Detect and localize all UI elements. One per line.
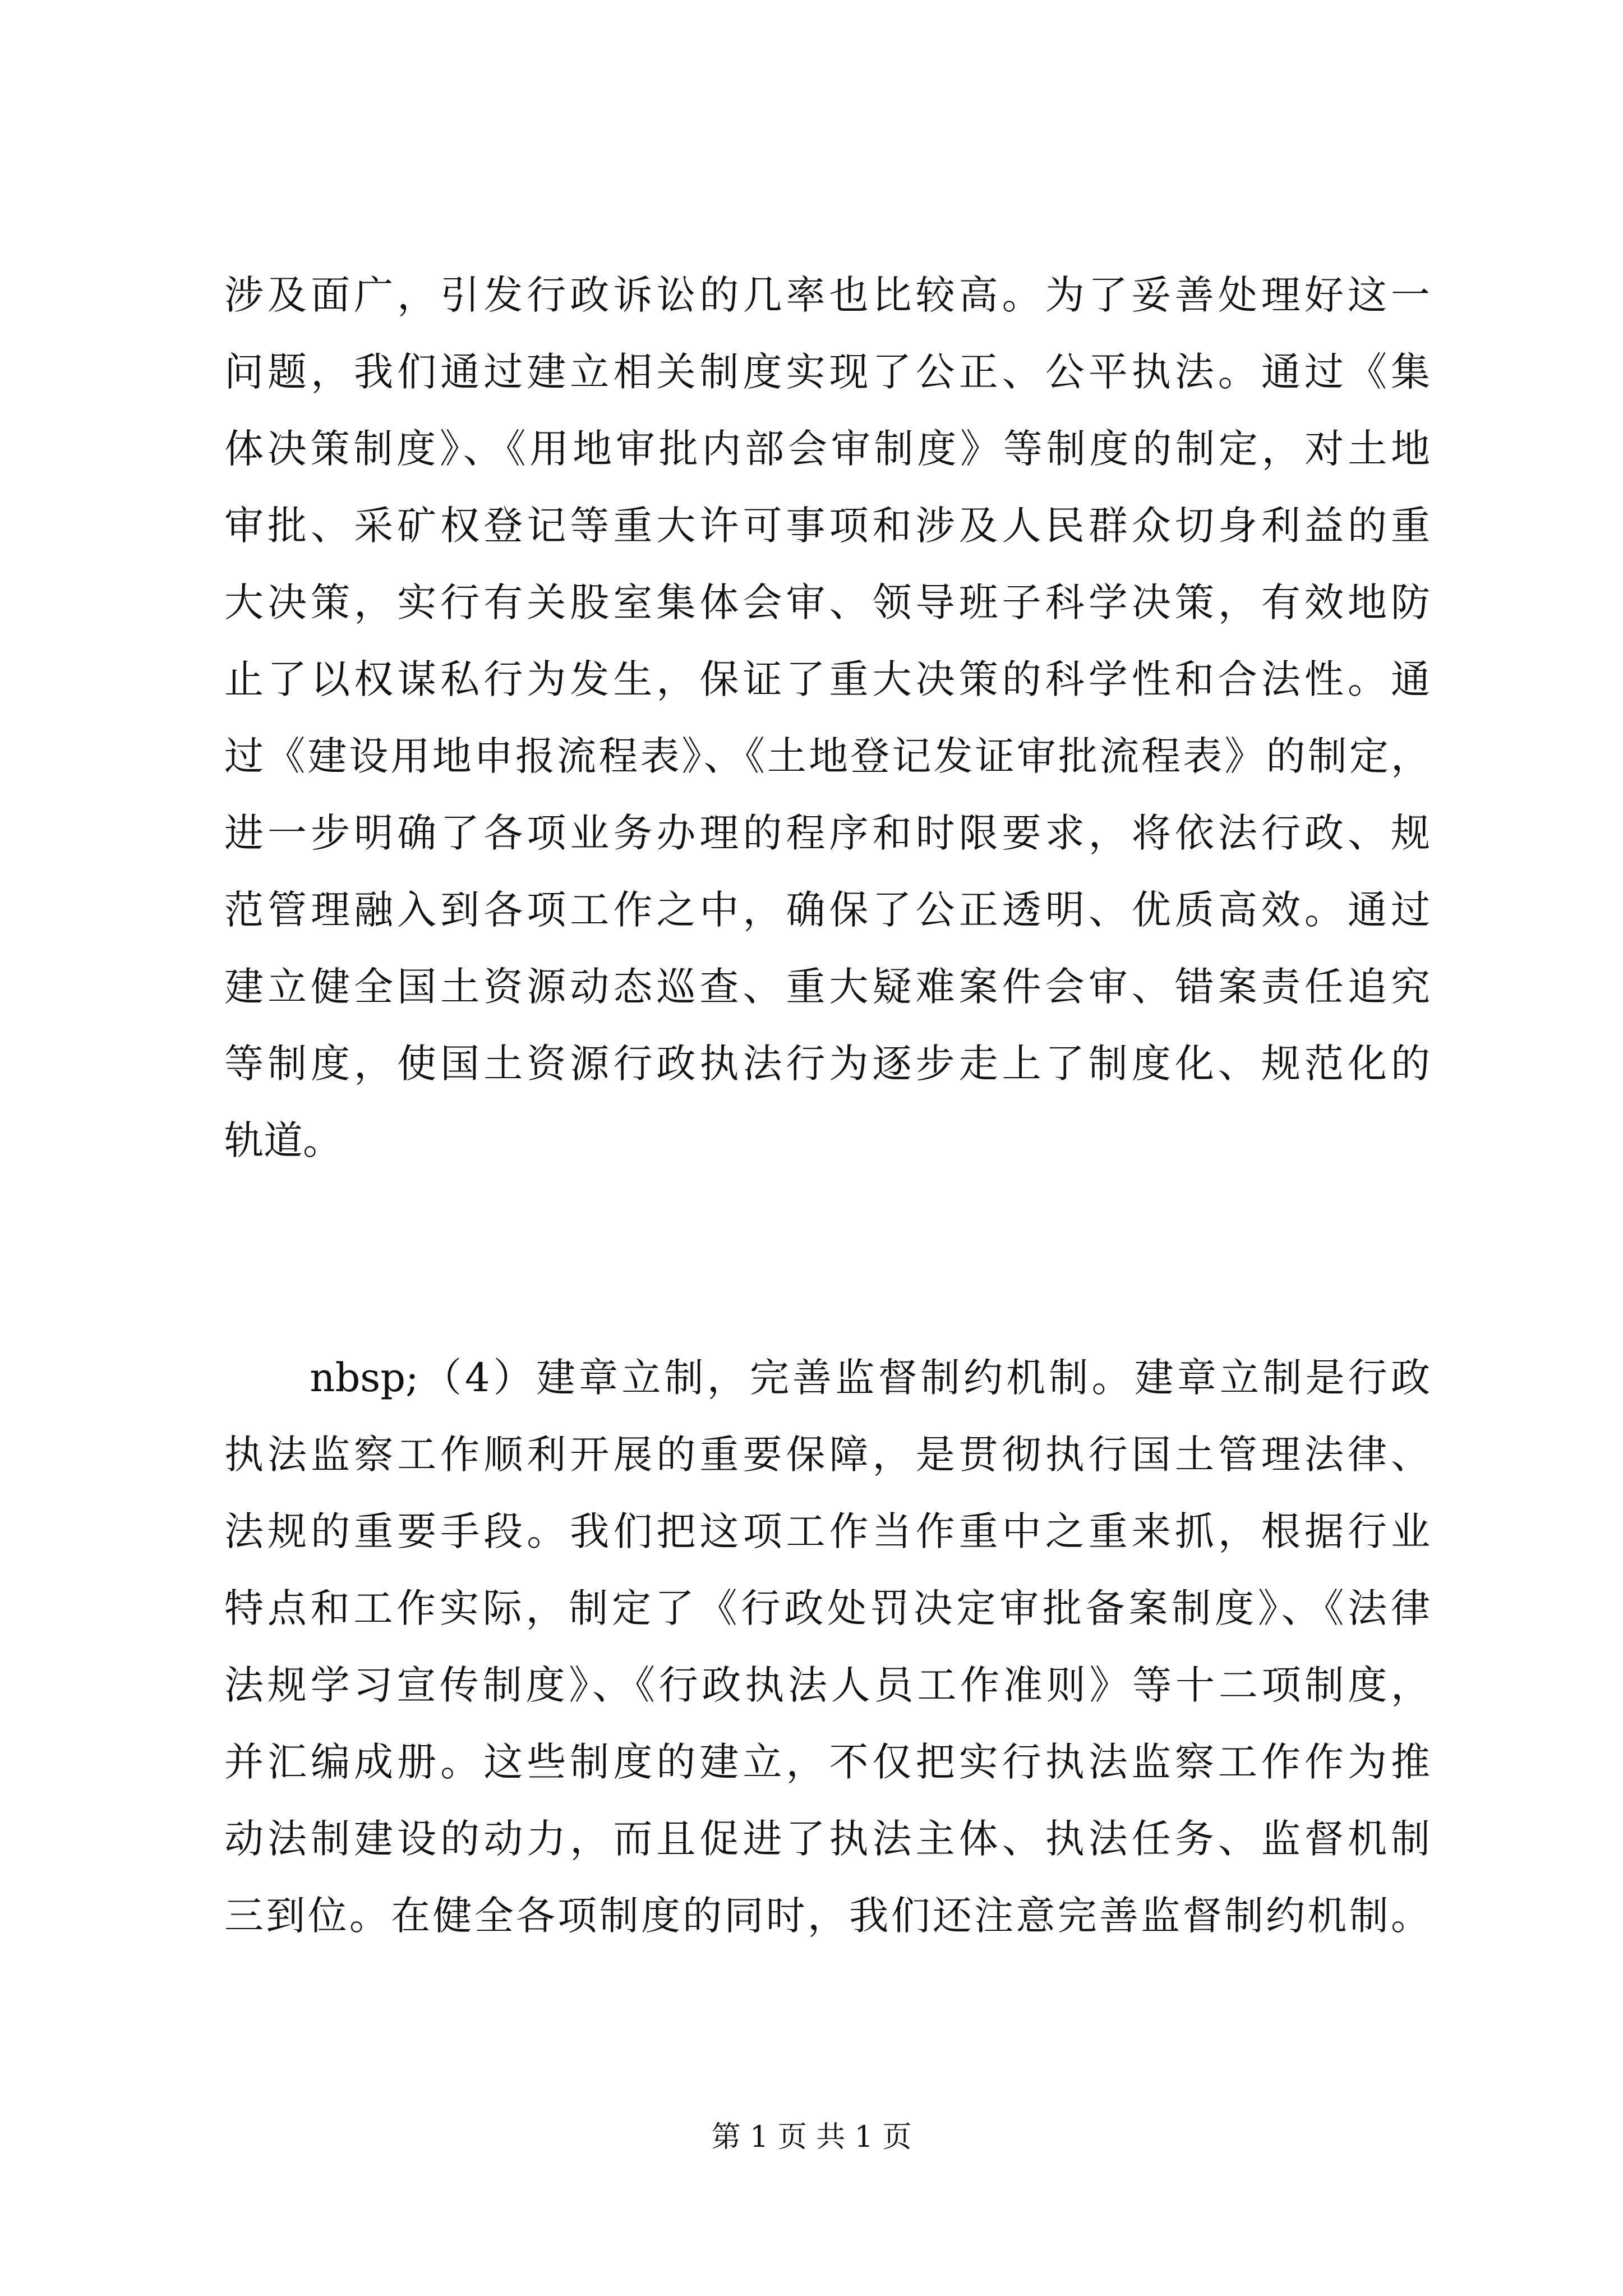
paragraph-line: 动法制建设的动力，而且促进了执法主体、执法任务、监督机制	[224, 1816, 1430, 1862]
paragraph-line: 涉及面广，引发行政诉讼的几率也比较高。为了妥善处理好这一	[224, 272, 1430, 318]
paragraph-line: 范管理融入到各项工作之中，确保了公正透明、优质高效。通过	[224, 887, 1430, 933]
paragraph-line: 大决策，实行有关股室集体会审、领导班子科学决策，有效地防	[224, 579, 1430, 625]
paragraph-line: 等制度，使国土资源行政执法行为逐步走上了制度化、规范化的	[224, 1041, 1430, 1087]
paragraph-line: 轨道。	[224, 1117, 342, 1163]
paragraph-line: 体决策制度》、《用地审批内部会审制度》等制度的制定，对土地	[224, 426, 1430, 472]
paragraph-line: 特点和工作实际，制定了《行政处罚决定审批备案制度》、《法律	[224, 1585, 1430, 1631]
paragraph-line: 止了以权谋私行为发生，保证了重大决策的科学性和合法性。通	[224, 656, 1430, 702]
paragraph-line: 进一步明确了各项业务办理的程序和时限要求，将依法行政、规	[224, 810, 1430, 856]
paragraph-1	[224, 257, 1430, 1179]
paragraph-line: 法规学习宣传制度》、《行政执法人员工作准则》等十二项制度，	[224, 1662, 1430, 1708]
paragraph-line: 三到位。在健全各项制度的同时，我们还注意完善监督制约机制。	[224, 1893, 1430, 1939]
page-footer: 第 1 页 共 1 页	[711, 2120, 912, 2154]
paragraph-line: 建立健全国土资源动态巡查、重大疑难案件会审、错案责任追究	[224, 964, 1430, 1010]
paragraph-line: 执法监察工作顺利开展的重要保障，是贯彻执行国土管理法律、	[224, 1432, 1430, 1478]
paragraph-line: 问题，我们通过建立相关制度实现了公正、公平执法。通过《集	[224, 349, 1430, 395]
paragraph-line: nbsp;（4）建章立制，完善监督制约机制。建章立制是行政	[224, 1355, 1430, 1401]
paragraph-line: 并汇编成册。这些制度的建立，不仅把实行执法监察工作作为推	[224, 1739, 1430, 1785]
paragraph-2	[224, 1340, 1430, 1954]
paragraph-line: 法规的重要手段。我们把这项工作当作重中之重来抓，根据行业	[224, 1508, 1430, 1554]
paragraph-line: 审批、采矿权登记等重大许可事项和涉及人民群众切身利益的重	[224, 503, 1430, 549]
paragraph-line: 过《建设用地申报流程表》、《土地登记发证审批流程表》的制定，	[224, 733, 1430, 779]
